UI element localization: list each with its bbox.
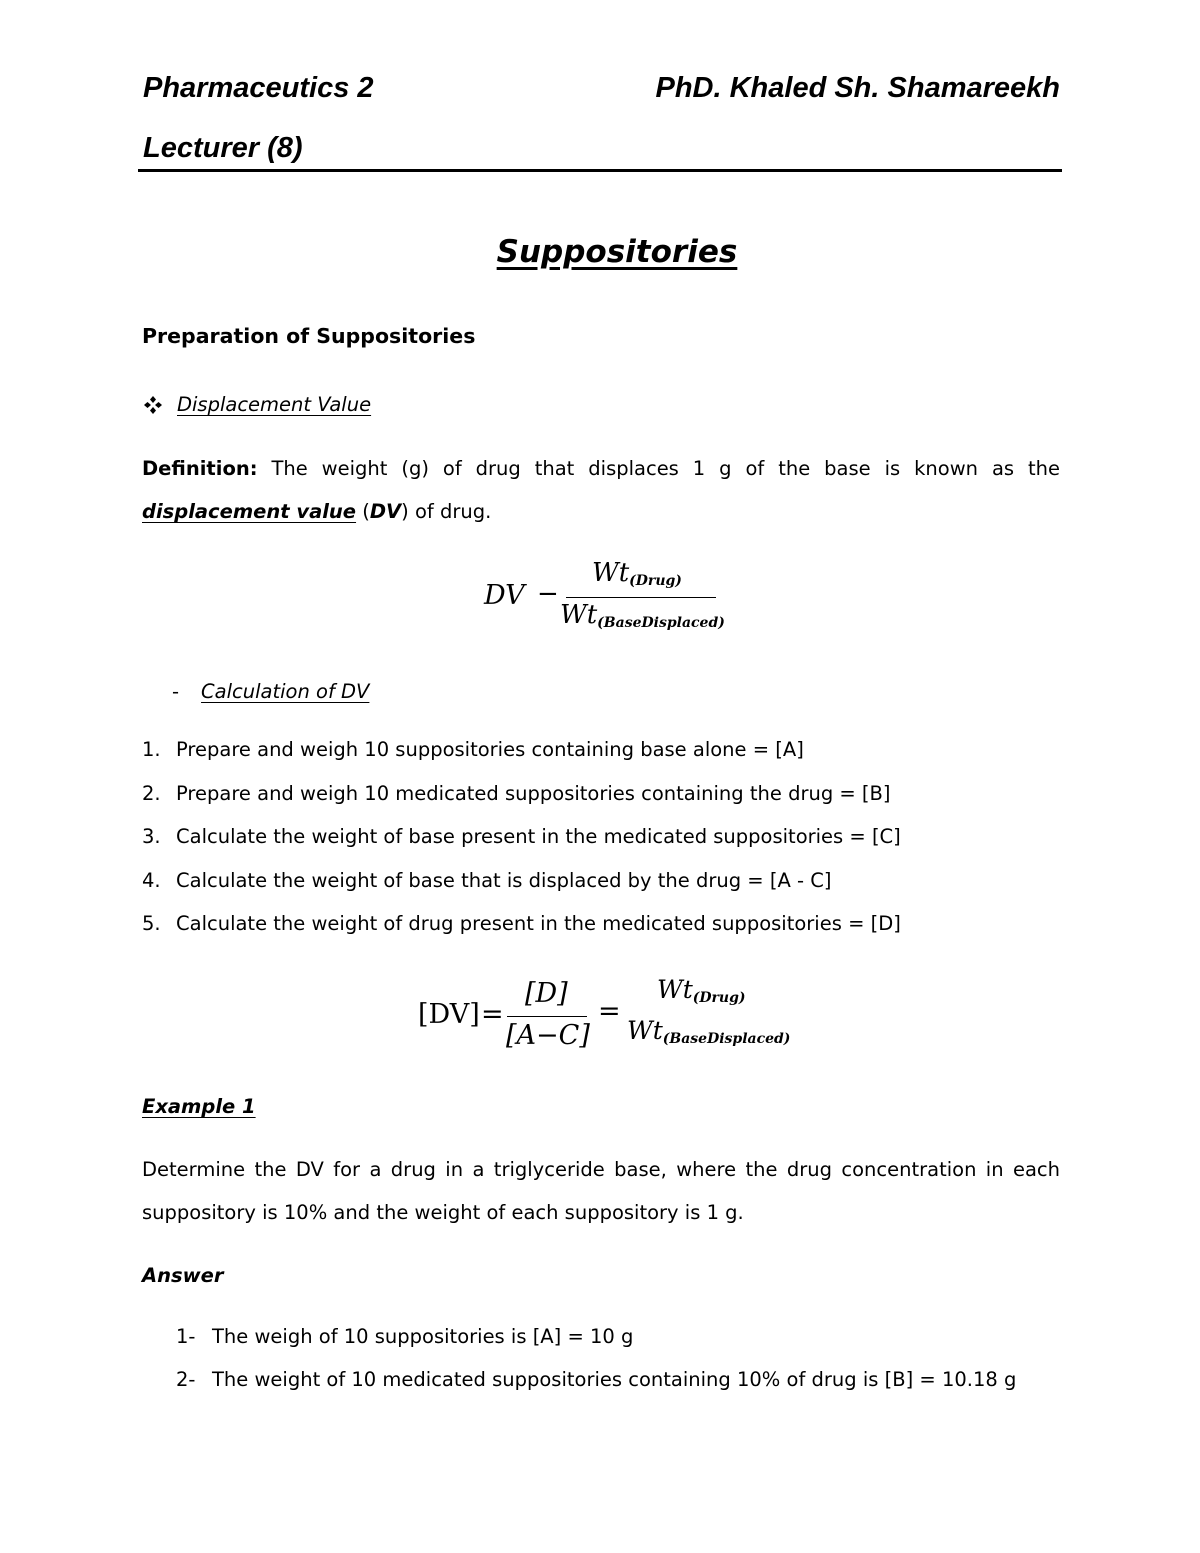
- formula1-den-main: Wt: [560, 600, 598, 630]
- calculation-heading: [172, 680, 369, 703]
- formula1-lhs: DV: [484, 580, 525, 611]
- list-item: 5. Calculate the weight of drug present in the medicated suppositories = [D]: [142, 912, 901, 935]
- answer-list: [176, 1325, 1016, 1411]
- dv-abbreviation: DV: [369, 500, 402, 523]
- four-diamond-bullet-icon: [143, 395, 163, 415]
- formula2-num: [D]: [525, 978, 568, 1009]
- formula2-den: [A−C]: [506, 1020, 590, 1051]
- formula2-fraction-bar: [507, 1016, 587, 1017]
- list-item: 2. Prepare and weigh 10 medicated suppositories containing the drug = [B]: [142, 781, 891, 805]
- formula2-denominator: [627, 1016, 790, 1047]
- definition-text-mid: (: [356, 500, 370, 523]
- formula2-den-main: Wt: [627, 1016, 663, 1045]
- example-problem: Determine the DV for a drug in a triglyceride base, where the drug concentration in each suppository is 10% and the weight of each suppository is 1 g.: [142, 1158, 1060, 1224]
- lecture-number: Lecturer (8): [143, 132, 303, 164]
- formula1-operator: −: [537, 579, 559, 609]
- formula1-num-main: Wt: [592, 558, 630, 588]
- formula2-numerator: [657, 975, 745, 1006]
- answer-label: Answer: [142, 1264, 224, 1287]
- header-rule: [138, 169, 1062, 172]
- definition-paragraph: [142, 447, 1060, 533]
- formula1-den-sub: (BaseDisplaced): [597, 615, 725, 632]
- list-item: 3. Calculate the weight of base present in the medicated suppositories = [C]: [142, 825, 901, 848]
- formula2-den-sub: (BaseDisplaced): [662, 1031, 791, 1048]
- bullet-label: Displacement Value: [177, 393, 372, 416]
- formula1-denominator: [560, 600, 725, 631]
- definition-text-before: The weight (g) of drug that displaces 1 g of the base is known as the: [257, 457, 1060, 480]
- list-item: 1- The weigh of 10 suppositories is [A] = 10 g: [176, 1325, 634, 1348]
- formula2-eq1: =: [481, 999, 504, 1030]
- definition-text-after: ) of drug.: [401, 500, 492, 523]
- definition-label: Definition:: [142, 457, 258, 480]
- calculation-steps: [142, 738, 901, 956]
- formula2-lhs: [DV]: [418, 999, 480, 1030]
- course-title: Pharmaceutics 2: [143, 72, 374, 104]
- list-item: 4. Calculate the weight of base that is displaced by the drug = [A - C]: [142, 868, 832, 892]
- list-item: 2- The weight of 10 medicated suppositories containing 10% of drug is [B] = 10.18 g: [176, 1368, 1017, 1391]
- calculation-label: Calculation of DV: [201, 680, 370, 703]
- author-name: PhD. Khaled Sh. Shamareekh: [655, 72, 1060, 104]
- displacement-value-bullet: [143, 393, 371, 416]
- displacement-value-term: displacement value: [142, 500, 357, 523]
- formula2-eq2: =: [598, 996, 621, 1027]
- dash-marker: -: [172, 680, 180, 703]
- list-item: 1. Prepare and weigh 10 suppositories containing base alone = [A]: [142, 738, 804, 761]
- page-title: Suppositories: [496, 234, 738, 270]
- formula2-num-main: Wt: [657, 975, 693, 1004]
- example-heading: Example 1: [142, 1095, 256, 1118]
- formula1-fraction-bar: [566, 597, 716, 598]
- formula1-num-sub: (Drug): [629, 573, 682, 590]
- formula2-num-sub: (Drug): [692, 990, 746, 1007]
- formula1-numerator: [592, 558, 682, 589]
- section-heading: Preparation of Suppositories: [142, 324, 476, 348]
